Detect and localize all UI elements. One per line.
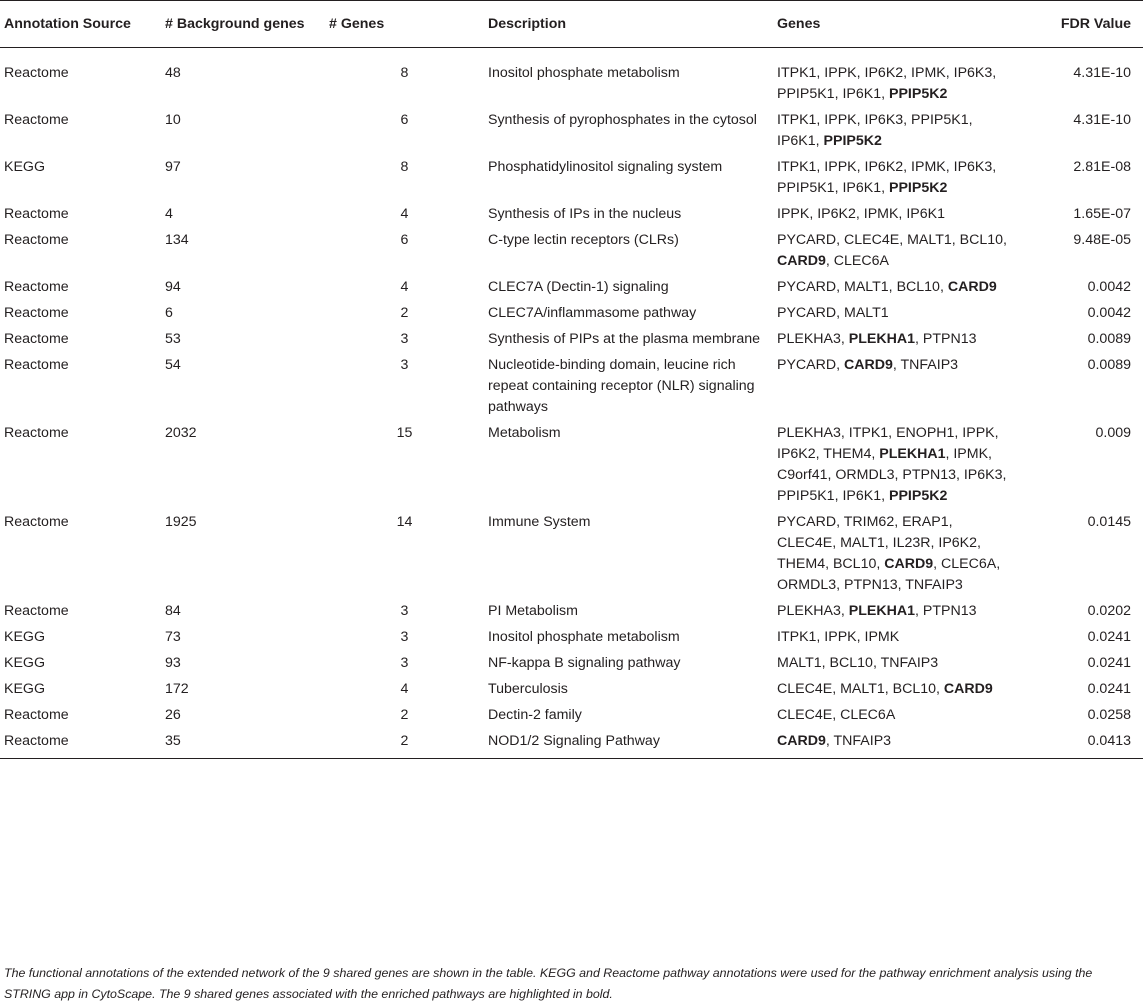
cell-fdr-value: 4.31E-10 — [1073, 112, 1131, 128]
cell-gene-count: 2 — [325, 730, 484, 759]
highlighted-gene: PPIP5K2 — [823, 133, 882, 149]
cell-genes — [773, 354, 1015, 422]
gene-list-text: , PTPN13 — [915, 603, 977, 619]
cell-background-genes: 10 — [165, 112, 181, 128]
cell-fdr-value: 0.0241 — [1087, 655, 1131, 671]
table-row — [0, 203, 1143, 229]
cell-gene-count: 2 — [400, 707, 409, 723]
cell-genes — [773, 678, 1015, 704]
cell-background-genes: 134 — [165, 232, 189, 248]
cell-description: Inositol phosphate metabolism — [488, 65, 680, 81]
cell-annotation-source: Reactome — [4, 65, 69, 81]
gene-list-text: , TNFAIP3 — [892, 357, 959, 373]
cell-description: Synthesis of PIPs at the plasma membrane — [488, 331, 761, 347]
cell-annotation-source: Reactome — [4, 603, 69, 619]
cell-description: Synthesis of pyrophosphates in the cytosol — [488, 112, 757, 128]
gene-list-text: PLEKHA3, — [777, 603, 849, 619]
highlighted-gene: CARD9 — [777, 253, 826, 269]
table-row — [0, 48, 1143, 110]
cell-fdr-value: 0.0241 — [1087, 629, 1131, 645]
cell-background-genes: 97 — [165, 159, 181, 175]
gene-list-text: PYCARD, — [777, 357, 845, 373]
cell-description: NOD1/2 Signaling Pathway — [484, 730, 773, 759]
cell-description: Nucleotide-binding domain, leucine rich repeat containing receptor (NLR) signaling pathways — [488, 357, 755, 415]
cell-gene-count: 8 — [400, 65, 409, 81]
cell-annotation-source: Reactome — [4, 232, 69, 248]
cell-fdr-value: 0.0241 — [1087, 681, 1131, 697]
cell-genes — [773, 302, 1015, 328]
cell-fdr-value: 4.31E-10 — [1073, 65, 1131, 81]
table-row — [0, 276, 1143, 302]
cell-genes — [773, 203, 1015, 229]
cell-background-genes: 48 — [165, 65, 181, 81]
cell-description: PI Metabolism — [488, 603, 578, 619]
cell-annotation-source: Reactome — [4, 279, 69, 295]
table-row — [0, 354, 1143, 422]
table-body — [0, 48, 1143, 759]
gene-list-text: , CLEC6A — [825, 253, 889, 269]
cell-genes — [773, 730, 1015, 759]
cell-background-genes: 93 — [165, 655, 181, 671]
gene-list-text: PYCARD, TRIM62, ERAP1, CLEC4E, MALT1, IL23R, IP6K2, THEM4, BCL10, — [777, 514, 981, 572]
cell-fdr-value: 9.48E-05 — [1073, 232, 1131, 248]
cell-gene-count: 8 — [400, 159, 409, 175]
gene-list-text: ITPK1, IPPK, IP6K3, PPIP5K1, IP6K1, — [777, 112, 973, 149]
cell-background-genes: 4 — [165, 206, 173, 222]
cell-genes — [773, 156, 1015, 203]
cell-background-genes: 1925 — [165, 514, 197, 530]
cell-gene-count: 3 — [400, 331, 409, 347]
cell-fdr-value: 0.0089 — [1087, 357, 1131, 373]
cell-genes — [773, 48, 1015, 110]
cell-fdr-value: 0.0258 — [1087, 707, 1131, 723]
cell-background-genes: 73 — [165, 629, 181, 645]
cell-annotation-source: Reactome — [4, 206, 69, 222]
table-row — [0, 109, 1143, 156]
table-row — [0, 422, 1143, 511]
table-row — [0, 730, 1143, 759]
cell-fdr-value: 0.009 — [1095, 425, 1131, 441]
cell-fdr-value: 0.0202 — [1087, 603, 1131, 619]
cell-annotation-source: Reactome — [4, 707, 69, 723]
table-row — [0, 328, 1143, 354]
cell-fdr-value: 0.0089 — [1087, 331, 1131, 347]
cell-genes — [773, 704, 1015, 730]
cell-description: Phosphatidylinositol signaling system — [488, 159, 723, 175]
cell-annotation-source: Reactome — [0, 730, 161, 759]
table-row — [0, 511, 1143, 600]
cell-gene-count: 6 — [400, 232, 409, 248]
cell-gene-count: 14 — [396, 514, 413, 530]
cell-background-genes: 84 — [165, 603, 181, 619]
highlighted-gene: CARD9 — [844, 357, 893, 373]
gene-list-text: PLEKHA3, ITPK1, ENOPH1, IPPK, IP6K2, THEM4, — [777, 425, 999, 462]
table-row — [0, 600, 1143, 626]
gene-list-text: ITPK1, IPPK, IP6K2, IPMK, IP6K3, PPIP5K1, IP6K1, — [777, 159, 997, 196]
cell-background-genes: 2032 — [165, 425, 197, 441]
cell-fdr-value: 0.0042 — [1087, 305, 1131, 321]
cell-gene-count: 3 — [400, 603, 409, 619]
header-background-genes: # Background genes — [161, 1, 325, 48]
gene-list-text: PYCARD, CLEC4E, MALT1, BCL10, — [777, 232, 1007, 248]
cell-description: Synthesis of IPs in the nucleus — [488, 206, 682, 222]
cell-gene-count: 3 — [400, 629, 409, 645]
cell-background-genes: 53 — [165, 331, 181, 347]
cell-fdr-value: 1.65E-07 — [1073, 206, 1131, 222]
cell-fdr-value: 0.0413 — [1015, 730, 1143, 759]
cell-gene-count: 6 — [400, 112, 409, 128]
cell-genes — [773, 652, 1015, 678]
cell-description: Metabolism — [488, 425, 561, 441]
cell-annotation-source: Reactome — [4, 305, 69, 321]
cell-genes — [773, 276, 1015, 302]
cell-annotation-source: Reactome — [4, 112, 69, 128]
gene-list-text: CLEC4E, CLEC6A — [777, 707, 896, 723]
header-description: Description — [484, 1, 773, 48]
cell-background-genes: 172 — [165, 681, 189, 697]
cell-gene-count: 2 — [400, 305, 409, 321]
cell-background-genes: 94 — [165, 279, 181, 295]
cell-description: C-type lectin receptors (CLRs) — [488, 232, 679, 248]
gene-list-text: PLEKHA3, — [777, 331, 849, 347]
cell-genes — [773, 422, 1015, 511]
highlighted-gene: PPIP5K2 — [889, 86, 948, 102]
gene-list-text: MALT1, BCL10, TNFAIP3 — [777, 655, 939, 671]
highlighted-gene: CARD9 — [777, 733, 826, 749]
highlighted-gene: CARD9 — [947, 279, 997, 295]
cell-annotation-source: Reactome — [4, 514, 69, 530]
header-gene-count: # Genes — [325, 1, 484, 48]
cell-annotation-source: Reactome — [4, 331, 69, 347]
cell-gene-count: 15 — [396, 425, 413, 441]
cell-genes — [773, 511, 1015, 600]
cell-background-genes: 54 — [165, 357, 181, 373]
cell-fdr-value: 0.0145 — [1087, 514, 1131, 530]
cell-gene-count: 3 — [400, 357, 409, 373]
gene-list-text: , TNFAIP3 — [825, 733, 892, 749]
cell-gene-count: 4 — [400, 279, 409, 295]
cell-fdr-value: 0.0042 — [1087, 279, 1131, 295]
cell-description: Inositol phosphate metabolism — [488, 629, 680, 645]
cell-annotation-source: Reactome — [4, 425, 69, 441]
table-row — [0, 704, 1143, 730]
cell-annotation-source: Reactome — [4, 357, 69, 373]
table-row — [0, 229, 1143, 276]
cell-genes — [773, 626, 1015, 652]
highlighted-gene: CARD9 — [943, 681, 993, 697]
cell-description: Immune System — [488, 514, 591, 530]
header-genes: Genes — [773, 1, 1015, 48]
header-annotation-source: Annotation Source — [0, 1, 161, 48]
cell-description: NF-kappa B signaling pathway — [488, 655, 681, 671]
cell-description: CLEC7A/inflammasome pathway — [488, 305, 697, 321]
cell-annotation-source: KEGG — [4, 681, 45, 697]
table-row — [0, 626, 1143, 652]
table-caption: The functional annotations of the extended network of the 9 shared genes are shown in the table. KEGG and Reactome pathway annotations were used for the pathway enrichment analysis using the STRING app in CytoScape. The 9 shared genes associated with the enriched pathways are highlighted in bold. — [4, 966, 1093, 1001]
table-row — [0, 652, 1143, 678]
cell-fdr-value: 2.81E-08 — [1073, 159, 1131, 175]
cell-gene-count: 4 — [400, 206, 409, 222]
table-header-row — [0, 1, 1143, 48]
table-row — [0, 302, 1143, 328]
cell-genes — [773, 328, 1015, 354]
highlighted-gene: PLEKHA1 — [848, 603, 915, 619]
cell-description: Tuberculosis — [488, 681, 568, 697]
gene-list-text: PYCARD, MALT1, BCL10, — [777, 279, 948, 295]
cell-genes — [773, 109, 1015, 156]
cell-gene-count: 4 — [400, 681, 409, 697]
highlighted-gene: PPIP5K2 — [889, 488, 948, 504]
cell-annotation-source: KEGG — [4, 629, 45, 645]
gene-list-text: , PTPN13 — [915, 331, 977, 347]
cell-background-genes: 35 — [161, 730, 325, 759]
header-fdr-value: FDR Value — [1015, 1, 1143, 48]
cell-annotation-source: KEGG — [4, 159, 45, 175]
cell-description: Dectin-2 family — [488, 707, 582, 723]
gene-list-text: ITPK1, IPPK, IPMK — [777, 629, 900, 645]
gene-list-text: IPPK, IP6K2, IPMK, IP6K1 — [777, 206, 945, 222]
table-row — [0, 678, 1143, 704]
gene-list-text: , CLEC6A, ORMDL3, PTPN13, TNFAIP3 — [777, 556, 1001, 593]
gene-list-text: PYCARD, MALT1 — [777, 305, 889, 321]
highlighted-gene: PLEKHA1 — [879, 446, 946, 462]
cell-background-genes: 6 — [165, 305, 173, 321]
cell-description: CLEC7A (Dectin-1) signaling — [488, 279, 669, 295]
gene-list-text: CLEC4E, MALT1, BCL10, — [777, 681, 944, 697]
highlighted-gene: PLEKHA1 — [848, 331, 915, 347]
cell-genes — [773, 229, 1015, 276]
cell-gene-count: 3 — [400, 655, 409, 671]
cell-genes — [773, 600, 1015, 626]
gene-list-text: ITPK1, IPPK, IP6K2, IPMK, IP6K3, PPIP5K1, IP6K1, — [777, 65, 997, 102]
table-row — [0, 156, 1143, 203]
highlighted-gene: CARD9 — [884, 556, 934, 572]
highlighted-gene: PPIP5K2 — [889, 180, 948, 196]
gene-list-text: , IPMK, C9orf41, ORMDL3, PTPN13, IP6K3, PPIP5K1, IP6K1, — [777, 446, 1007, 504]
cell-annotation-source: KEGG — [4, 655, 45, 671]
cell-background-genes: 26 — [165, 707, 181, 723]
